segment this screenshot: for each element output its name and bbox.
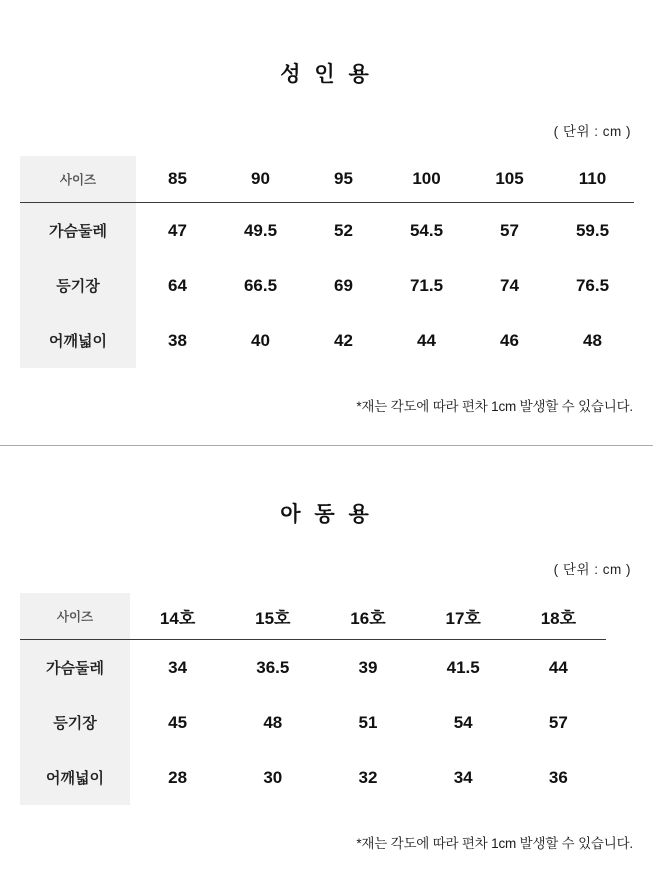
table-row [20,203,634,259]
adult-size-header-label: 사이즈 [20,156,136,203]
kids-cell: 28 [168,767,188,787]
adult-size-table [20,156,634,368]
adult-cell: 66.5 [243,275,278,295]
adult-cell: 44 [417,330,436,350]
adult-col-header: 100 [385,156,468,203]
adult-cell: 76.5 [575,275,610,295]
adult-col-header: 85 [136,156,219,203]
adult-section-title: 성 인 용 [280,63,373,86]
kids-cell: 36.5 [256,657,290,677]
adult-row-label: 어깨넓이 [20,313,136,368]
kids-size-table [20,593,606,805]
adult-table-header-row [20,156,634,203]
kids-cell: 36 [548,767,568,787]
adult-cell: 54.5 [409,220,444,240]
adult-col-header: 90 [219,156,302,203]
adult-cell: 38 [168,330,187,350]
kids-section-title: 아 동 용 [280,503,373,526]
table-row [20,695,606,750]
table-row [20,313,634,368]
kids-cell: 30 [263,767,283,787]
table-row [20,258,634,313]
kids-row-label: 가슴둘레 [20,640,130,696]
adult-cell: 52 [334,220,353,240]
kids-cell: 57 [548,712,568,732]
adult-cell: 64 [168,275,187,295]
kids-cell: 39 [358,657,378,677]
kids-table-header-row [20,593,606,640]
kids-cell: 48 [263,712,283,732]
kids-size-section [0,446,653,852]
kids-unit-label: ( 단위 : cm ) [553,562,631,577]
kids-cell: 51 [358,712,378,732]
adult-cell: 69 [334,275,353,295]
adult-unit-label: ( 단위 : cm ) [553,124,631,139]
adult-col-header: 110 [551,156,634,203]
kids-cell: 44 [548,657,568,677]
kids-size-header-label: 사이즈 [20,593,130,640]
kids-cell: 32 [358,767,378,787]
kids-cell: 41.5 [446,657,480,677]
kids-col-header: 17호 [416,593,511,640]
kids-col-header: 16호 [320,593,415,640]
kids-col-header: 14호 [130,593,225,640]
adult-cell: 59.5 [575,220,610,240]
kids-col-header: 18호 [511,593,606,640]
adult-cell: 49.5 [243,220,278,240]
adult-cell: 57 [500,220,519,240]
adult-row-label: 가슴둘레 [20,203,136,259]
adult-cell: 47 [168,220,187,240]
kids-cell: 45 [168,712,188,732]
adult-col-header: 105 [468,156,551,203]
adult-cell: 42 [334,330,353,350]
kids-cell: 34 [453,767,473,787]
adult-cell: 48 [583,330,602,350]
adult-size-section [0,0,653,415]
adult-cell: 71.5 [409,275,444,295]
table-row [20,640,606,696]
table-row [20,750,606,805]
adult-cell: 40 [251,330,270,350]
adult-cell: 74 [500,275,519,295]
kids-cell: 34 [168,657,188,677]
kids-row-label: 등기장 [20,695,130,750]
adult-cell: 46 [500,330,519,350]
kids-cell: 54 [453,712,473,732]
kids-col-header: 15호 [225,593,320,640]
adult-row-label: 등기장 [20,258,136,313]
adult-col-header: 95 [302,156,385,203]
kids-measurement-note: *재는 각도에 따라 편차 1cm 발생할 수 있습니다. [356,836,633,851]
adult-measurement-note: *재는 각도에 따라 편차 1cm 발생할 수 있습니다. [356,399,633,414]
kids-row-label: 어깨넓이 [20,750,130,805]
